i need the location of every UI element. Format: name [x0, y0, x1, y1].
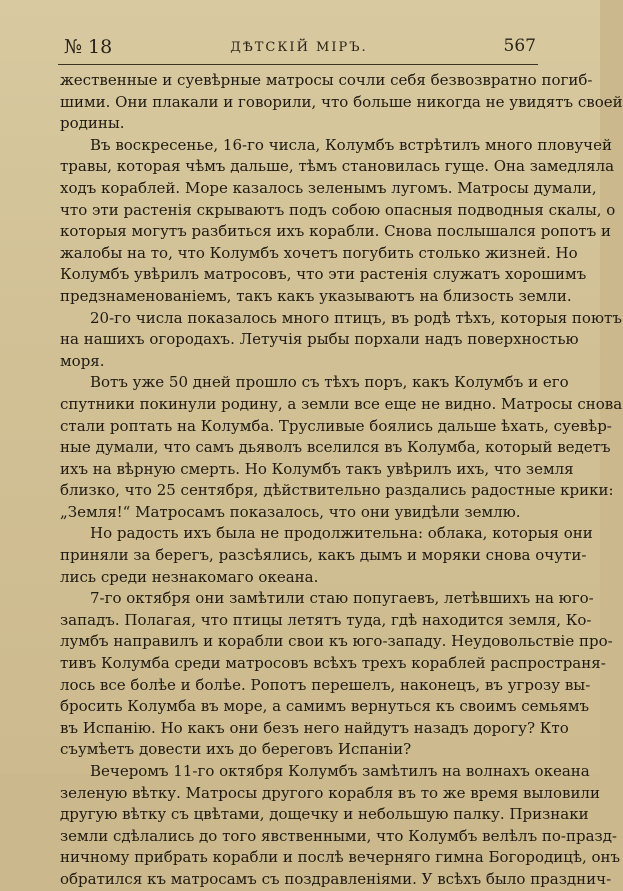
- text-line: обратился къ матросамъ съ поздравленіями. У всѣхъ было празднич-: [60, 869, 612, 888]
- text-line: земли сдѣлались до того явственными, что Колумбъ велѣлъ по-празд-: [60, 826, 617, 845]
- text-line: зеленую вѣтку. Матросы другого корабля въ то же время выловили: [60, 783, 600, 802]
- body-text: [60, 70, 623, 891]
- text-line: съумѣетъ довести ихъ до береговъ Испаніи?: [60, 740, 412, 759]
- issue-number: № 18: [64, 36, 113, 58]
- text-line: бросить Колумба въ море, а самимъ вернуться къ своимъ семьямъ: [60, 697, 590, 716]
- text-line: стали роптать на Колумба. Трусливые боялись дальше ѣхать, суевѣр-: [60, 416, 612, 435]
- text-line: въ Испанію. Но какъ они безъ него найдутъ назадъ дорогу? Кто: [60, 718, 569, 737]
- text-line: лись среди незнакомаго океана.: [60, 567, 319, 586]
- text-line: моря.: [60, 351, 105, 370]
- text-line: лось все болѣе и болѣе. Ропотъ перешелъ, наконецъ, въ угрозу вы-: [60, 675, 591, 694]
- running-header: [58, 34, 540, 62]
- header-rule: [58, 64, 538, 65]
- text-line: западъ. Полагая, что птицы летятъ туда, гдѣ находится земля, Ко-: [60, 610, 592, 629]
- text-line: Въ воскресенье, 16-го числа, Колумбъ встрѣтилъ много пловучей: [90, 135, 612, 154]
- text-line: „Земля!“ Матросамъ показалось, что они увидѣли землю.: [60, 502, 521, 521]
- text-line: которыя могутъ разбиться ихъ корабли. Снова послышался ропотъ и: [60, 222, 612, 241]
- text-line: приняли за берегъ, разсѣялись, какъ дымъ и моряки снова очути-: [60, 546, 587, 565]
- text-line: 7-го октября они замѣтили стаю попугаевъ, летѣвшихъ на юго-: [90, 589, 594, 608]
- text-line: 20-го числа показалось много птицъ, въ родѣ тѣхъ, которыя поютъ: [90, 308, 622, 327]
- text-line: Вечеромъ 11-го октября Колумбъ замѣтилъ на волнахъ океана: [90, 762, 590, 780]
- text-line: тивъ Колумба среди матросовъ всѣхъ трехъ кораблей распространя-: [60, 654, 606, 673]
- text-line: травы, которая чѣмъ дальше, тѣмъ становилась гуще. Она замедляла: [60, 157, 615, 176]
- journal-title: ДѢТСКІЙ МІРЪ.: [230, 40, 368, 55]
- text-line: другую вѣтку съ цвѣтами, дощечку и небольшую палку. Признаки: [60, 805, 589, 824]
- text-line: на нашихъ огородахъ. Летучія рыбы порхали надъ поверхностью: [60, 330, 579, 349]
- text-line: лумбъ направилъ и корабли свои къ юго-западу. Неудовольствіе про-: [60, 632, 613, 651]
- text-line: жалобы на то, что Колумбъ хочетъ погубить столько жизней. Но: [60, 243, 578, 262]
- text-line: предзнаменованіемъ, такъ какъ указываютъ на близость земли.: [60, 286, 572, 305]
- text-line: ходъ кораблей. Море казалось зеленымъ лугомъ. Матросы думали,: [60, 178, 597, 197]
- text-line: ные думали, что самъ дьяволъ вселился въ Колумба, который ведетъ: [60, 438, 611, 457]
- text-line: Колумбъ увѣрилъ матросовъ, что эти растенія служатъ хорошимъ: [60, 265, 587, 284]
- text-line: ихъ на вѣрную смерть. Но Колумбъ такъ увѣрилъ ихъ, что земля: [60, 459, 574, 478]
- text-line: шими. Они плакали и говорили, что больше никогда не увидятъ своей: [60, 92, 623, 111]
- text-line: Вотъ уже 50 дней прошло съ тѣхъ поръ, какъ Колумбъ и его: [90, 373, 569, 392]
- text-line: близко, что 25 сентября, дѣйствительно раздались радостные крики:: [60, 481, 614, 500]
- text-line: жественные и суевѣрные матросы сочли себя безвозвратно погиб-: [60, 71, 593, 89]
- text-line: родины.: [60, 114, 125, 133]
- text-line: Но радость ихъ была не продолжительна: облака, которыя они: [90, 524, 593, 543]
- text-line: спутники покинули родину, а земли все еще не видно. Матросы снова: [60, 394, 623, 413]
- text-line: что эти растенія скрываютъ подъ собою опасныя подводныя скалы, о: [60, 200, 616, 219]
- page-number: 567: [503, 36, 536, 56]
- text-line: ничному прибрать корабли и послѣ вечерняго гимна Богородицѣ, онъ: [60, 848, 621, 867]
